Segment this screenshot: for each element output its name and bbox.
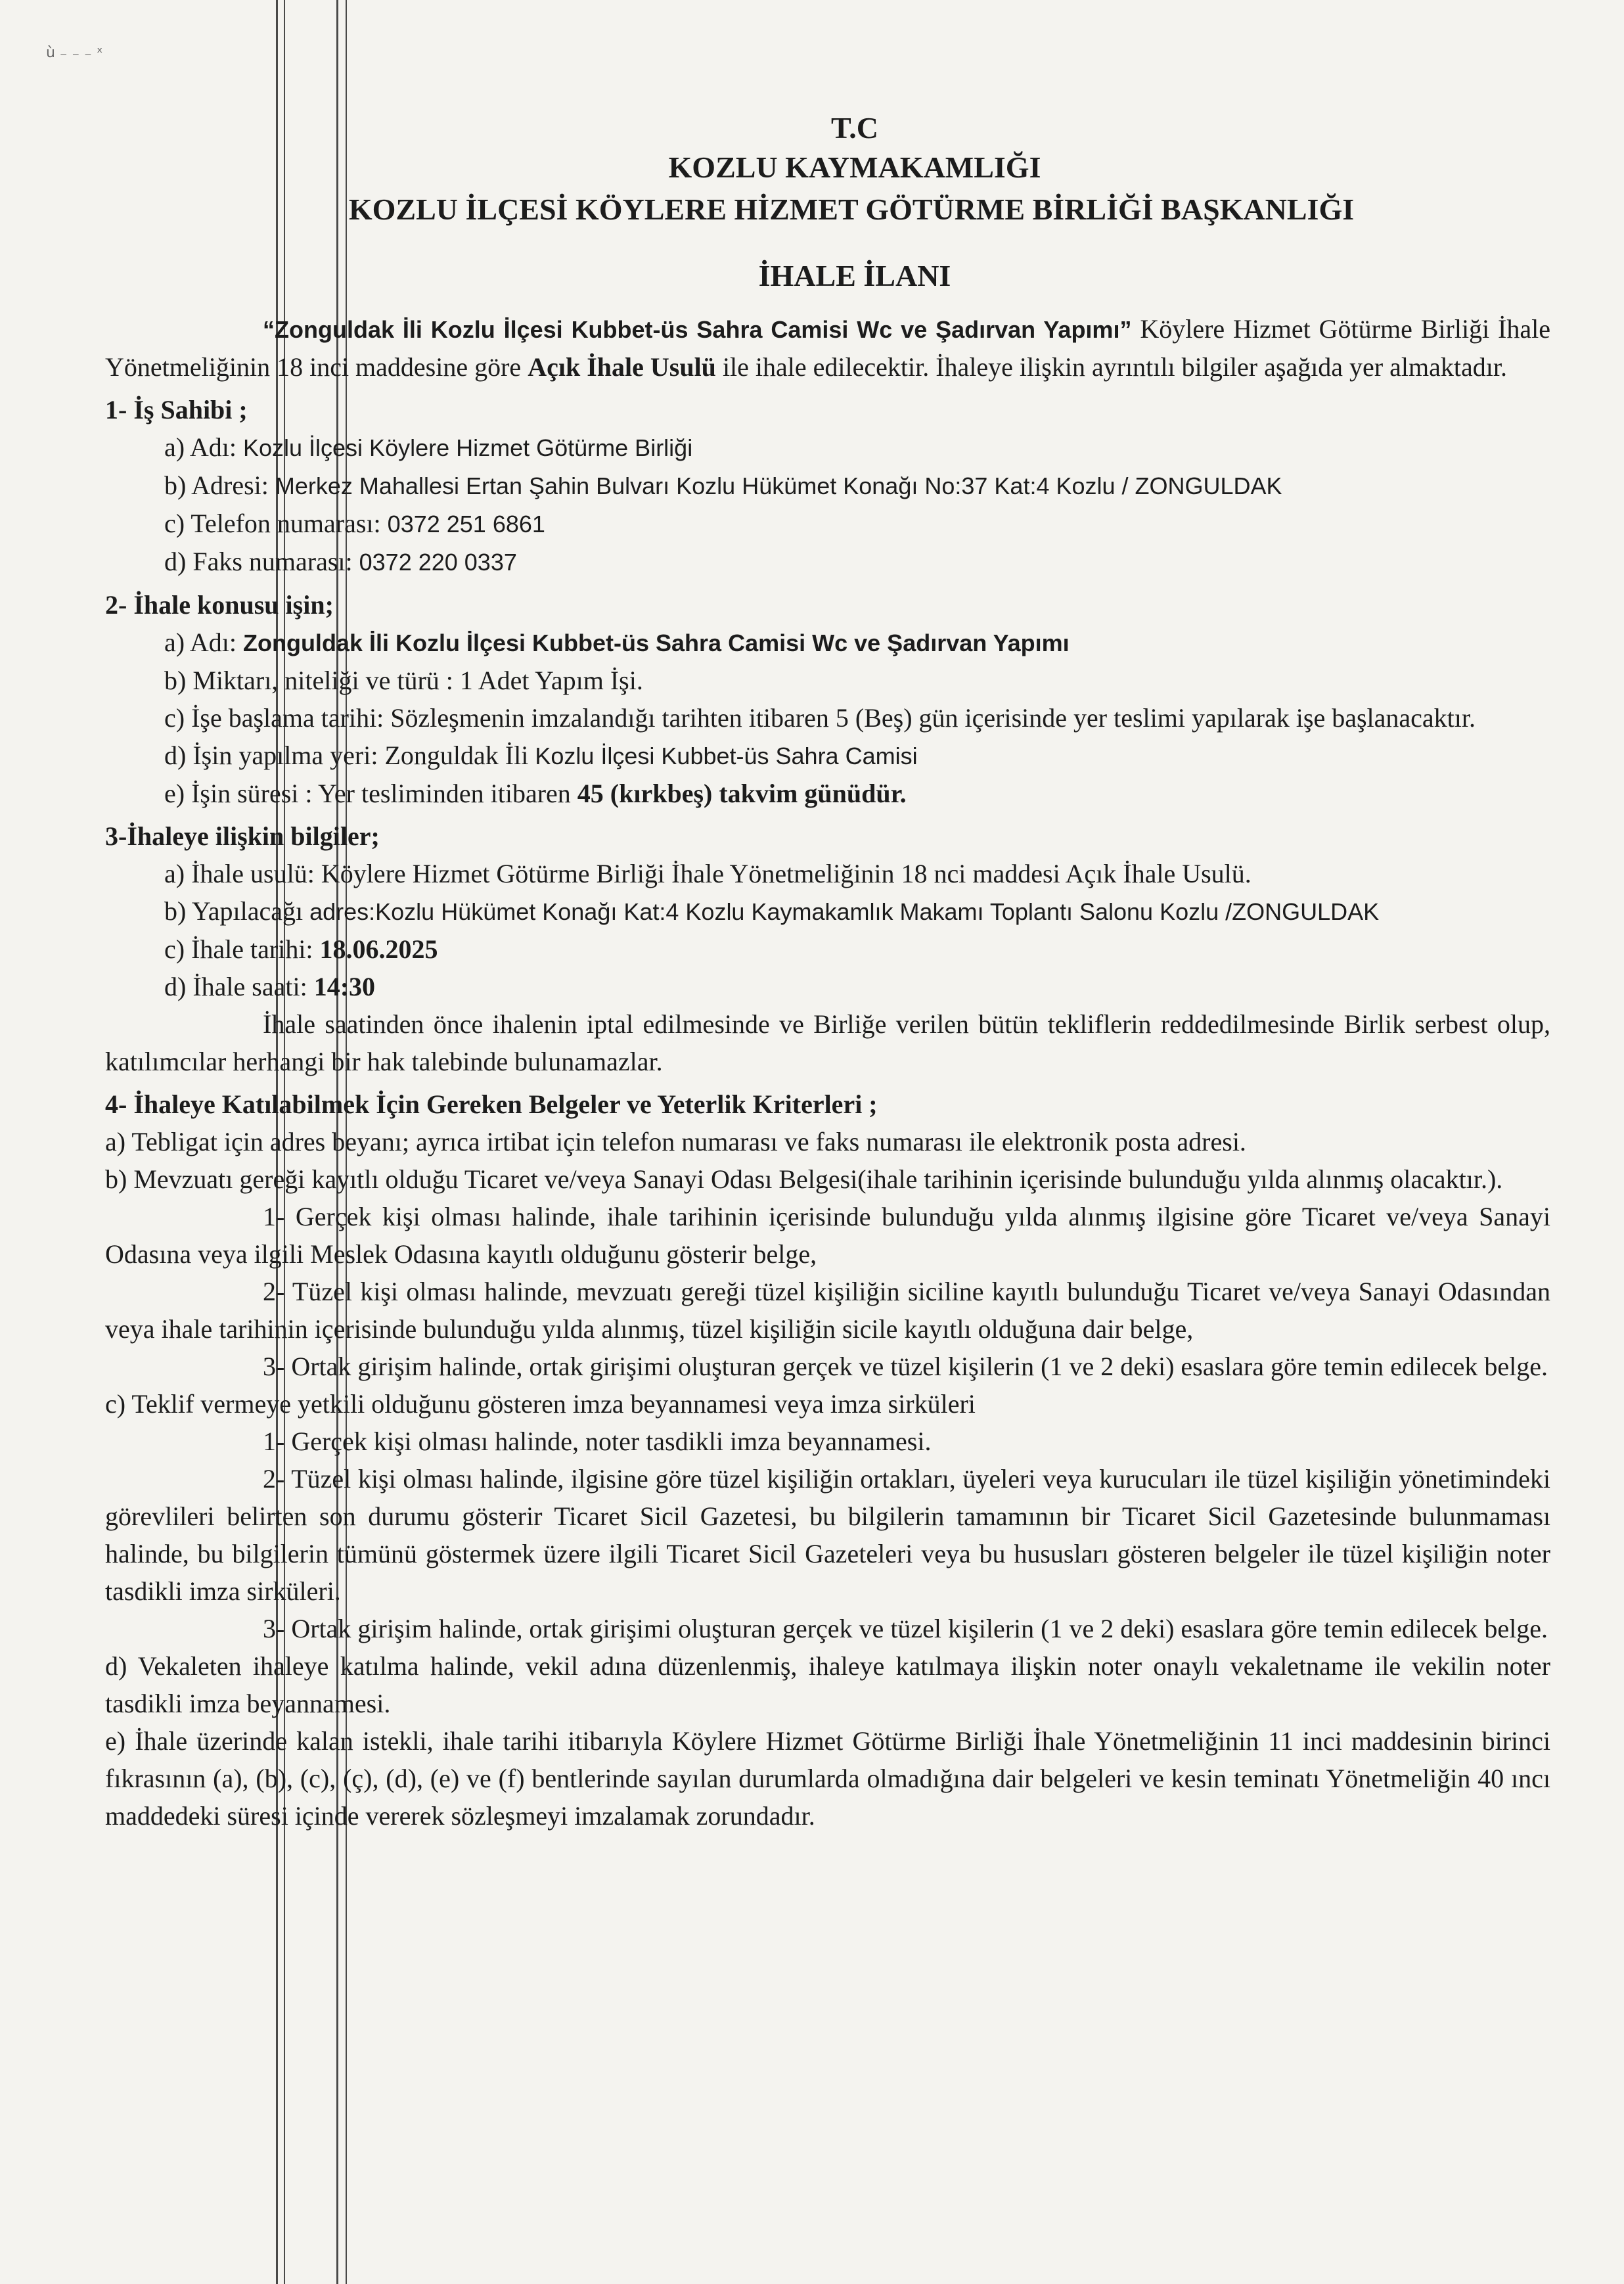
section-2-item-e: [105, 775, 1550, 812]
item-label: d) İşin yapılma yeri: Zonguldak İli: [164, 741, 535, 770]
section-3-item-a: a) İhale usulü: Köylere Hizmet Götürme Birliği İhale Yönetmeliğinin 18 nci maddesi Açık İhale Usulü.: [164, 859, 1252, 888]
item-label: d) İhale saati:: [164, 972, 314, 1001]
item-label: c) İhale tarihi:: [164, 934, 320, 964]
document-title: İHALE İLANI: [758, 259, 951, 292]
section-1-item-b: [105, 467, 1550, 505]
section-4-item-b2: 2- Tüzel kişi olması halinde, mevzuatı gereği tüzel kişiliğin siciline kayıtlı bulunduğu Ticaret ve/veya Sanayi Odasından veya ihale tarihinin içerisinde bulunduğu yılda alınmış, tüzel kişiliğin sicile kayıtlı olduğuna dair belge,: [105, 1277, 1550, 1344]
section-4-item-d: d) Vekaleten ihaleye katılma halinde, vekil adına düzenlenmiş, ihaleye katılmaya ilişkin noter onaylı vekaletname ile vekilin noter tasdikli imza beyannamesi.: [105, 1651, 1550, 1718]
ihale-saati: 14:30: [313, 972, 376, 1001]
section-3-item-b: [105, 892, 1550, 930]
project-name: “Zonguldak İli Kozlu İlçesi Kubbet-üs Sahra Camisi Wc ve Şadırvan Yapımı”: [263, 316, 1132, 343]
section-2-item-a: [105, 624, 1550, 662]
document-body: [105, 310, 1550, 1835]
section-3-item-d: [105, 968, 1550, 1005]
item-value: adres:Kozlu Hükümet Konağı Kat:4 Kozlu Kaymakamlık Makamı Toplantı Salonu Kozlu /ZONGULDAK: [309, 898, 1380, 925]
item-label: b) Yapılacağı: [164, 896, 310, 926]
item-label: c) Telefon numarası:: [164, 509, 388, 538]
section-1-item-c: [105, 505, 1550, 543]
header-tc: T.C: [831, 111, 878, 145]
item-label: b) Adresi:: [164, 470, 275, 500]
section-4-item-b: b) Mevzuatı gereği kayıtlı olduğu Ticaret ve/veya Sanayi Odası Belgesi(ihale tarihinin içerisinde bulunduğu yılda alınmış olacaktır.).: [105, 1164, 1503, 1194]
item-value: Merkez Mahallesi Ertan Şahin Bulvarı Kozlu Hükümet Konağı No:37 Kat:4 Kozlu / ZONGULDAK: [275, 472, 1282, 499]
item-value: 0372 251 6861: [387, 511, 545, 537]
item-value: Zonguldak İli Kozlu İlçesi Kubbet-üs Sahra Camisi Wc ve Şadırvan Yapımı: [242, 629, 1070, 656]
item-label: a) Adı:: [164, 432, 243, 462]
item-value: Kozlu İlçesi Kubbet-üs Sahra Camisi: [535, 742, 918, 769]
section-4-item-b1: 1- Gerçek kişi olması halinde, ihale tarihinin içerisinde bulunduğu yılda alınmış ilgisine göre Ticaret ve/veya Sanayi Odasına veya ilgili Meslek Odasına kayıtlı olduğunu gösterir belge,: [105, 1202, 1550, 1269]
item-value: 45 (kırkbeş) takvim günüdür.: [577, 779, 907, 808]
ihale-tarihi: 18.06.2025: [319, 934, 438, 964]
section-4-item-a: a) Tebligat için adres beyanı; ayrıca irtibat için telefon numarası ve faks numarası ile elektronik posta adresi.: [105, 1127, 1246, 1156]
intro-text-2: ile ihale edilecektir. İhaleye ilişkin ayrıntılı bilgiler aşağıda yer almaktadır.: [715, 352, 1507, 382]
section-4-item-c1: 1- Gerçek kişi olması halinde, noter tasdikli imza beyannamesi.: [263, 1427, 932, 1456]
section-2-item-d: [105, 737, 1550, 775]
section-4-item-e: e) İhale üzerinde kalan istekli, ihale tarihi itibarıyla Köylere Hizmet Götürme Birliği İhale Yönetmeliğinin 11 inci maddesinin birinci fıkrasının (a), (b), (c), (ç), (d), (e) ve (f) bentlerinde sayılan durumlarda olmadığına dair belgeleri ve kesin teminatı Yönetmeliğin 40 ıncı maddedeki süresi içinde vererek sözleşmeyi imzalamak zorundadır.: [105, 1726, 1550, 1831]
intro-text-1: Köylere Hizmet Götürme Birliği İhale Yönetmeliğinin 18 inci maddesine göre: [105, 314, 1550, 382]
ihale-usulu: Açık İhale Usulü: [528, 352, 716, 382]
section-2-item-c: c) İşe başlama tarihi: Sözleşmenin imzalandığı tarihten itibaren 5 (Beş) gün içerisinde yer teslimi yapılarak işe başlanacaktır.: [164, 703, 1476, 733]
item-label: d) Faks numarası:: [164, 547, 359, 576]
header-birlik: KOZLU İLÇESİ KÖYLERE HİZMET GÖTÜRME BİRLİĞİ BAŞKANLIĞI: [348, 193, 1355, 226]
section-3-item-c: [105, 930, 1550, 968]
intro-paragraph: [105, 310, 1550, 386]
section-1-title: 1- İş Sahibi ;: [105, 395, 248, 424]
item-label: a) Adı:: [164, 628, 243, 657]
section-3-title: 3-İhaleye ilişkin bilgiler;: [105, 821, 380, 851]
section-1-item-a: [105, 428, 1550, 467]
section-1-item-d: [105, 543, 1550, 581]
section-3-note: İhale saatinden önce ihalenin iptal edilmesinde ve Birliğe verilen bütün tekliflerin reddedilmesinde Birlik serbest olup, katılımcılar herhangi bir hak talebinde bulunamazlar.: [105, 1009, 1550, 1076]
item-value: Kozlu İlçesi Köylere Hizmet Götürme Birliği: [242, 434, 693, 461]
item-value: 0372 220 0337: [359, 549, 517, 576]
section-4-title: 4- İhaleye Katılabilmek İçin Gereken Belgeler ve Yeterlik Kriterleri ;: [105, 1089, 878, 1119]
section-4-item-c: c) Teklif vermeye yetkili olduğunu gösteren imza beyannamesi veya imza sirküleri: [105, 1389, 976, 1419]
corner-mark: ù ₋ ₋ ₋ ˣ: [46, 45, 103, 61]
item-label: e) İşin süresi : Yer tesliminden itibaren: [164, 779, 577, 808]
header-kaymakamlik: KOZLU KAYMAKAMLIĞI: [668, 150, 1041, 184]
section-4-item-b3: 3- Ortak girişim halinde, ortak girişimi oluşturan gerçek ve tüzel kişilerin (1 ve 2 deki) esaslara göre temin edilecek belge.: [263, 1352, 1548, 1381]
section-2-title: 2- İhale konusu işin;: [105, 590, 334, 620]
section-4-item-c3: 3- Ortak girişim halinde, ortak girişimi oluşturan gerçek ve tüzel kişilerin (1 ve 2 deki) esaslara göre temin edilecek belge.: [263, 1614, 1548, 1643]
section-4-item-c2: 2- Tüzel kişi olması halinde, ilgisine göre tüzel kişiliğin ortakları, üyeleri veya kurucuları ile tüzel kişiliğin yönetimindeki görevlileri belirten son durumu gösterir Ticaret Sicil Gazetesi, bu bilgilerin tamamının bir Ticaret Sicil Gazetesinde bulunmaması halinde, bu bilgilerin tümünü göstermek üzere ilgili Ticaret Sicil Gazeteleri veya bu hususları gösteren belgeler ile tüzel kişiliğin noter tasdikli imza sirküleri.: [105, 1464, 1550, 1606]
section-2-item-b: b) Miktarı, niteliği ve türü : 1 Adet Yapım İşi.: [164, 666, 643, 695]
